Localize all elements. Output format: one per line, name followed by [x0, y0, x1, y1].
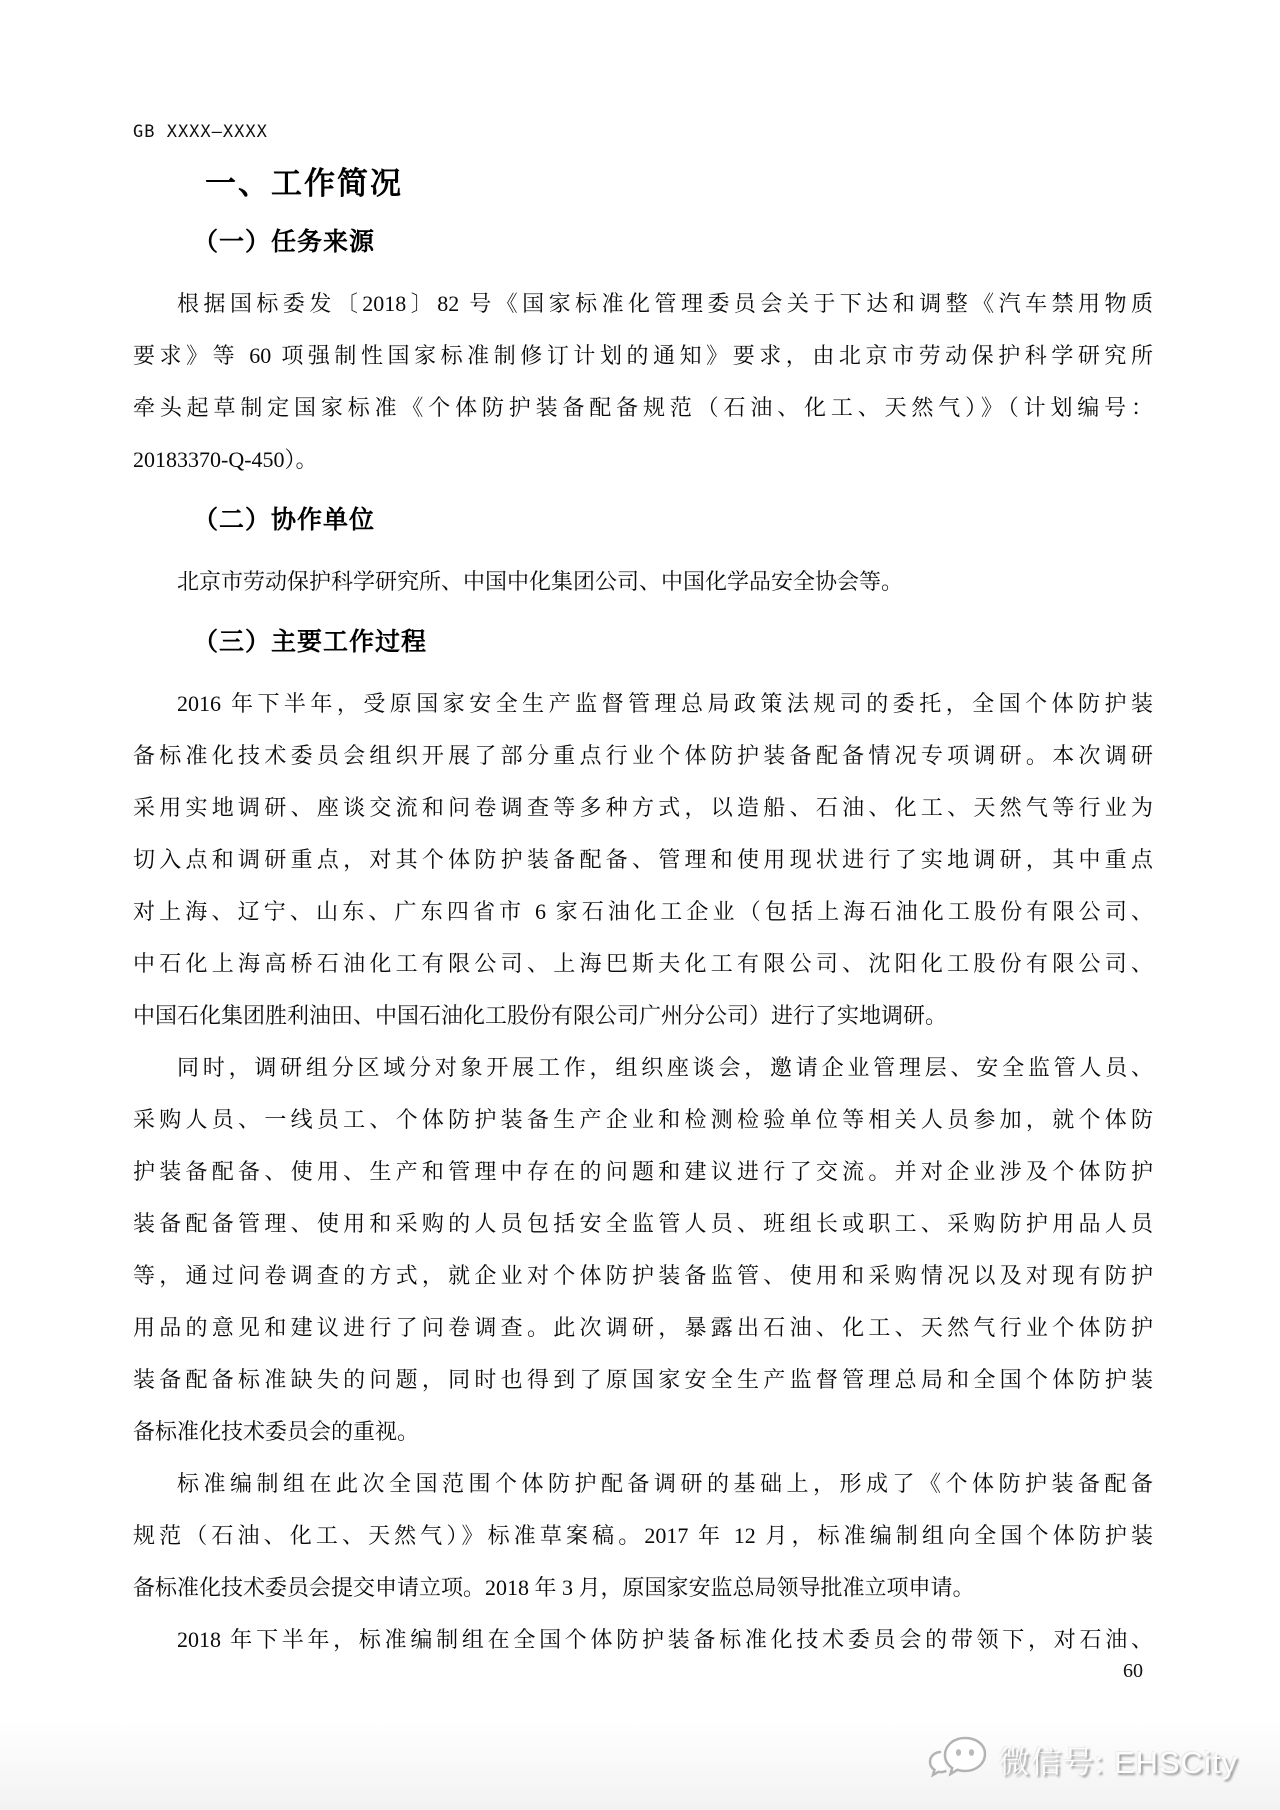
page-title: 一、工作简况: [205, 166, 403, 201]
watermark-text: 微信号: EHSCity: [998, 1744, 1238, 1780]
wechat-icon: [927, 1734, 989, 1784]
text-line: 用品的意见和建议进行了问卷调查。此次调研，暴露出石油、化工、天然气行业个体防护: [133, 1315, 1153, 1340]
text-line: 牵头起草制定国家标准《个体防护装备配备规范（石油、化工、天然气）》（计划编号：: [133, 395, 1153, 420]
paragraph: [133, 1458, 1153, 1614]
page-number: 60: [1123, 1660, 1143, 1682]
text-line: 装备配备管理、使用和采购的人员包括安全监管人员、班组长或职工、采购防护用品人员: [133, 1211, 1153, 1236]
text-line: 2016 年下半年，受原国家安全生产监督管理总局政策法规司的委托，全国个体防护装: [177, 691, 1153, 716]
text-line: 备标准化技术委员会提交申请立项。2018 年 3 月，原国家安监总局领导批准立项申请。: [133, 1575, 975, 1600]
text-line: 规范（石油、化工、天然气）》标准草案稿。2017 年 12 月，标准编制组向全国个体防护装: [133, 1523, 1153, 1548]
text-line: 备标准化技术委员会的重视。: [133, 1419, 420, 1444]
section-heading-cooperating-units: （二）协作单位: [193, 506, 376, 534]
text-line: 采用实地调研、座谈交流和问卷调查等多种方式，以造船、石油、化工、天然气等行业为: [133, 795, 1153, 820]
paragraph: [133, 556, 1153, 608]
text-line: 同时，调研组分区域分对象开展工作，组织座谈会，邀请企业管理层、安全监管人员、: [177, 1055, 1153, 1080]
text-line: 要求》等 60 项强制性国家标准制修订计划的通知》要求，由北京市劳动保护科学研究所: [133, 343, 1153, 368]
paragraph: [133, 278, 1153, 486]
text-line: 20183370-Q-450）。: [133, 447, 318, 472]
paragraph: [133, 1614, 1153, 1666]
text-line: 中国石化集团胜利油田、中国石油化工股份有限公司广州分公司）进行了实地调研。: [133, 1003, 948, 1028]
text-line: 根据国标委发〔2018〕82 号《国家标准化管理委员会关于下达和调整《汽车禁用物质: [177, 291, 1153, 316]
paragraph: [133, 1042, 1153, 1458]
document-content: [133, 122, 1153, 1666]
text-line: 采购人员、一线员工、个体防护装备生产企业和检测检验单位等相关人员参加，就个体防: [133, 1107, 1153, 1132]
section-heading-task-source: （一）任务来源: [193, 228, 376, 256]
text-line: 北京市劳动保护科学研究所、中国中化集团公司、中国化学品安全协会等。: [177, 569, 904, 594]
text-line: 2018 年下半年，标准编制组在全国个体防护装备标准化技术委员会的带领下，对石油、: [177, 1627, 1153, 1652]
text-line: 护装备配备、使用、生产和管理中存在的问题和建议进行了交流。并对企业涉及个体防护: [133, 1159, 1153, 1184]
paragraph: [133, 678, 1153, 1042]
text-line: 等，通过问卷调查的方式，就企业对个体防护装备监管、使用和采购情况以及对现有防护: [133, 1263, 1153, 1288]
standard-number: GB XXXX—XXXX: [133, 122, 268, 142]
section-heading-main-work-process: （三）主要工作过程: [193, 628, 428, 656]
text-line: 中石化上海高桥石油化工有限公司、上海巴斯夫化工有限公司、沈阳化工股份有限公司、: [133, 951, 1153, 976]
text-line: 对上海、辽宁、山东、广东四省市 6 家石油化工企业（包括上海石油化工股份有限公司、: [133, 899, 1153, 924]
text-line: 备标准化技术委员会组织开展了部分重点行业个体防护装备配备情况专项调研。本次调研: [133, 743, 1153, 768]
text-line: 装备配备标准缺失的问题，同时也得到了原国家安全生产监督管理总局和全国个体防护装: [133, 1367, 1153, 1392]
text-line: 标准编制组在此次全国范围个体防护配备调研的基础上，形成了《个体防护装备配备: [177, 1471, 1153, 1496]
text-line: 切入点和调研重点，对其个体防护装备配备、管理和使用现状进行了实地调研，其中重点: [133, 847, 1153, 872]
watermark: [927, 1734, 1238, 1784]
